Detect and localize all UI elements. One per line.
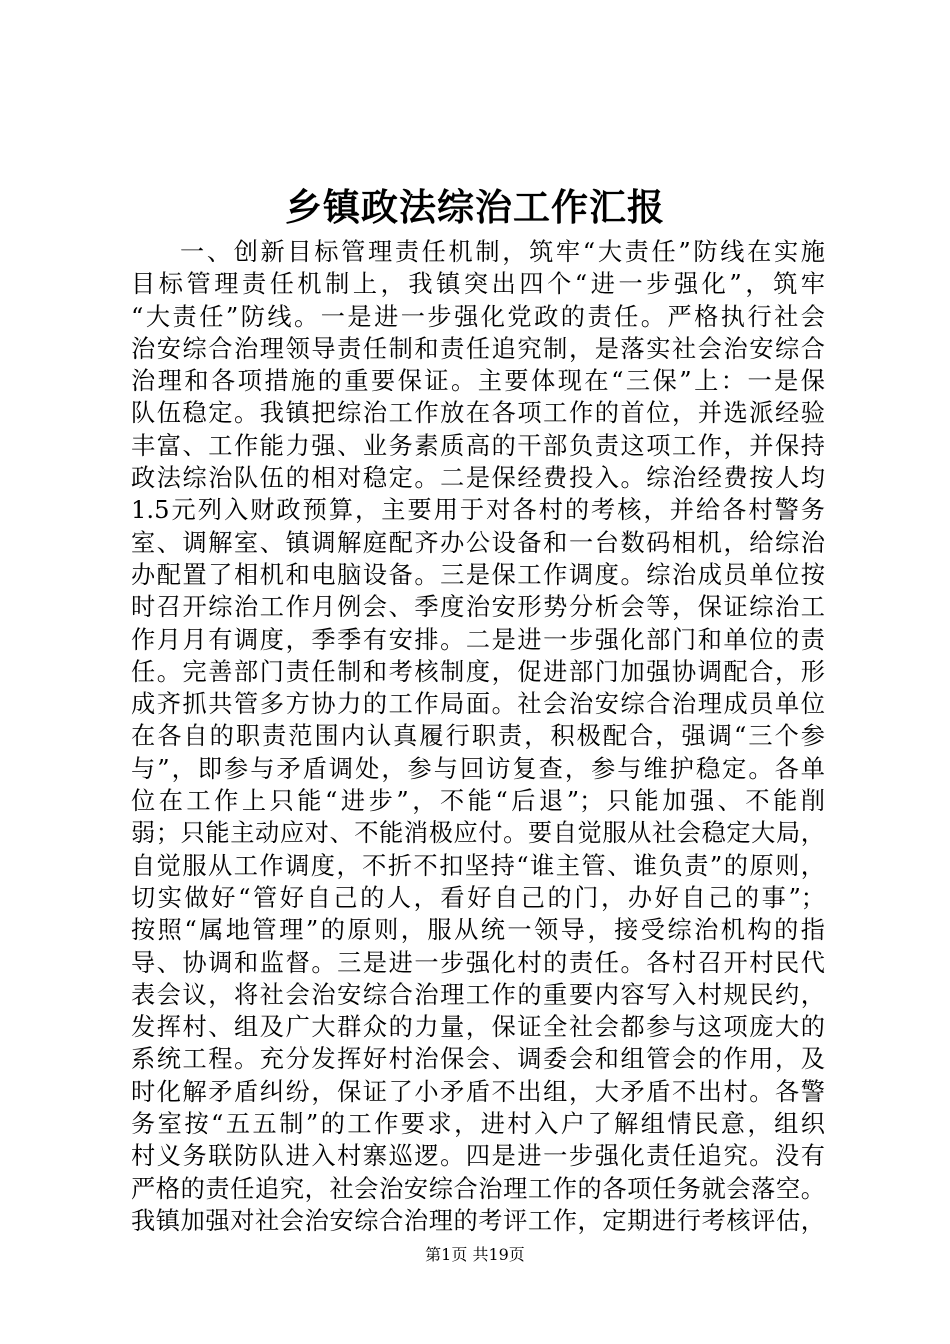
page-footer: 第1页 共19页	[425, 1245, 525, 1264]
body-line: 任。完善部门责任制和考核制度，促进部门加强协调配合，形	[131, 657, 825, 686]
body-line: 弱；只能主动应对、不能消极应付。要自觉服从社会稳定大局，	[131, 819, 825, 848]
document-title: 乡镇政法综治工作汇报	[285, 185, 665, 229]
body-line: 丰富、工作能力强、业务素质高的干部负责这项工作，并保持	[131, 431, 825, 460]
body-line: 按照“属地管理”的原则，服从统一领导，接受综治机构的指	[131, 916, 825, 945]
body-line: 队伍稳定。我镇把综治工作放在各项工作的首位，并选派经验	[131, 399, 825, 428]
body-line: 成齐抓共管多方协力的工作局面。社会治安综合治理成员单位	[131, 690, 825, 719]
body-line: 发挥村、组及广大群众的力量，保证全社会都参与这项庞大的	[131, 1013, 825, 1042]
body-line: 村义务联防队进入村寨巡逻。四是进一步强化责任追究。没有	[131, 1142, 825, 1171]
body-line: 务室按“五五制”的工作要求，进村入户了解组情民意，组织	[131, 1110, 825, 1139]
body-line: 位在工作上只能“进步”，不能“后退”；只能加强、不能削	[131, 787, 825, 816]
body-line: 我镇加强对社会治安综合治理的考评工作，定期进行考核评估，	[131, 1206, 825, 1235]
body-line: 室、调解室、镇调解庭配齐办公设备和一台数码相机，给综治	[131, 528, 825, 557]
body-line: 切实做好“管好自己的人，看好自己的门，办好自己的事”；	[131, 883, 825, 912]
body-line: “大责任”防线。一是进一步强化党政的责任。严格执行社会	[131, 302, 825, 331]
body-line: 时召开综治工作月例会、季度治安形势分析会等，保证综治工	[131, 593, 825, 622]
body-line: 自觉服从工作调度，不折不扣坚持“谁主管、谁负责”的原则，	[131, 851, 825, 880]
body-line: 表会议，将社会治安综合治理工作的重要内容写入村规民约，	[131, 980, 825, 1009]
body-line: 时化解矛盾纠纷，保证了小矛盾不出组，大矛盾不出村。各警	[131, 1077, 825, 1106]
body-line: 政法综治队伍的相对稳定。二是保经费投入。综治经费按人均	[131, 464, 825, 493]
body-line: 目标管理责任机制上，我镇突出四个“进一步强化”，筑牢	[131, 270, 825, 299]
body-line: 一、创新目标管理责任机制，筑牢“大责任”防线在实施	[180, 238, 825, 266]
body-line: 导、协调和监督。三是进一步强化村的责任。各村召开村民代	[131, 948, 825, 977]
body-line: 治安综合治理领导责任制和责任追究制，是落实社会治安综合	[131, 334, 825, 363]
body-line: 1.5元列入财政预算，主要用于对各村的考核，并给各村警务	[131, 496, 825, 525]
body-line: 严格的责任追究，社会治安综合治理工作的各项任务就会落空。	[131, 1174, 825, 1203]
body-line: 作月月有调度，季季有安排。二是进一步强化部门和单位的责	[131, 625, 825, 654]
body-line: 办配置了相机和电脑设备。三是保工作调度。综治成员单位按	[131, 560, 825, 589]
body-line: 与”，即参与矛盾调处，参与回访复查，参与维护稳定。各单	[131, 754, 825, 783]
body-line: 系统工程。充分发挥好村治保会、调委会和组管会的作用，及	[131, 1045, 825, 1074]
body-line: 在各自的职责范围内认真履行职责，积极配合，强调“三个参	[131, 722, 825, 751]
document-body	[131, 236, 825, 1237]
body-line: 治理和各项措施的重要保证。主要体现在“三保”上：一是保	[131, 367, 825, 396]
